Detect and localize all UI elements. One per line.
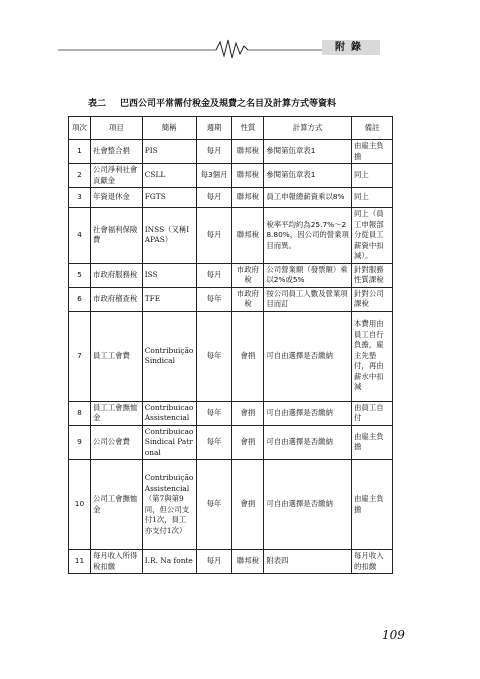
table-number: 表二: [88, 99, 107, 109]
cell-no: 1: [69, 140, 91, 164]
cell-abbr: Contribuicao Sindical Patronal: [142, 425, 196, 460]
cell-abbr: ISS: [142, 263, 196, 287]
cell-abbr: Contribuição Sindical: [142, 311, 196, 401]
cell-calc: 附表四: [264, 550, 352, 574]
cell-period: 每年: [196, 425, 232, 460]
cell-period: 每年: [196, 311, 232, 401]
cell-abbr: FGTS: [142, 188, 196, 208]
cell-calc: 公司營業額（發票額）乘以2%或5%: [264, 263, 352, 287]
table-row: [69, 311, 393, 401]
cell-calc: 可自由選擇是否繳納: [264, 425, 352, 460]
col-header-abbr: 簡稱: [142, 117, 196, 140]
cell-no: 7: [69, 311, 91, 401]
col-header-no: 項次: [69, 117, 91, 140]
cell-nature: 市政府稅: [232, 287, 264, 311]
cell-nature: 會捐: [232, 311, 264, 401]
cell-calc: 參閱第伍章表1: [264, 164, 352, 188]
cell-abbr: TFE: [142, 287, 196, 311]
page-number: 109: [382, 628, 405, 642]
table-row: [69, 188, 393, 208]
cell-nature: 市政府稅: [232, 263, 264, 287]
cell-calc: 按公司員工人數及營業項目而訂: [264, 287, 352, 311]
cell-abbr: Contribuicao Assistencial: [142, 401, 196, 425]
cell-item: 社會整合捐: [90, 140, 142, 164]
cell-abbr: Contribuição Assistencial（第7與第9同，但公司支付1次，員工亦支付1次）: [142, 460, 196, 550]
cell-note: 本費用由員工自行負擔，雇主先墊付，再由薪水中扣減: [352, 311, 393, 401]
cell-period: 每年: [196, 460, 232, 550]
cell-item: 市政府稽查稅: [90, 287, 142, 311]
cell-item: 員工工會費: [90, 311, 142, 401]
col-header-calc: 計算方式: [264, 117, 352, 140]
cell-nature: 會捐: [232, 425, 264, 460]
cell-abbr: PIS: [142, 140, 196, 164]
cell-nature: 聯邦稅: [232, 164, 264, 188]
cell-nature: 會捐: [232, 460, 264, 550]
cell-note: 針對公司課稅: [352, 287, 393, 311]
fees-table: [68, 116, 393, 574]
table-row: [69, 287, 393, 311]
table-row: [69, 263, 393, 287]
cell-calc: 參閱第伍章表1: [264, 140, 352, 164]
cell-period: 每3個月: [196, 164, 232, 188]
cell-period: 每月: [196, 188, 232, 208]
cell-note: 由雇主負擔: [352, 460, 393, 550]
cell-note: 每月收入的扣繳: [352, 550, 393, 574]
cell-note: 由雇主負擔: [352, 425, 393, 460]
cell-nature: 聯邦稅: [232, 550, 264, 574]
cell-abbr: INSS（又稱IAPAS）: [142, 208, 196, 264]
cell-no: 2: [69, 164, 91, 188]
cell-item: 年資退休金: [90, 188, 142, 208]
cell-calc: 可自由選擇是否繳納: [264, 460, 352, 550]
cell-calc: 可自由選擇是否繳納: [264, 311, 352, 401]
table-row: [69, 401, 393, 425]
cell-no: 9: [69, 425, 91, 460]
cell-no: 6: [69, 287, 91, 311]
cell-no: 4: [69, 208, 91, 264]
col-header-item: 項目: [90, 117, 142, 140]
cell-item: 每月收入所得稅扣繳: [90, 550, 142, 574]
cell-note: 由員工自付: [352, 401, 393, 425]
table-row: [69, 550, 393, 574]
col-header-nature: 性質: [232, 117, 264, 140]
cell-calc: 稅率平均約為25.7%～28.80%，因公司的營業項目而異。: [264, 208, 352, 264]
cell-note: 同上: [352, 188, 393, 208]
cell-no: 11: [69, 550, 91, 574]
cell-calc: 可自由選擇是否繳納: [264, 401, 352, 425]
appendix-tag: 附錄: [322, 40, 380, 55]
cell-no: 5: [69, 263, 91, 287]
cell-no: 10: [69, 460, 91, 550]
cell-note: 針對服務性質課稅: [352, 263, 393, 287]
table-row: [69, 164, 393, 188]
cell-period: 每月: [196, 140, 232, 164]
cell-calc: 員工申報總薪資乘以8%: [264, 188, 352, 208]
table-row: [69, 140, 393, 164]
cell-period: 每月: [196, 263, 232, 287]
table-caption: 巴西公司平常需付稅金及規費之名目及計算方式等資料: [120, 99, 337, 109]
cell-note: 同上（員工申報部分從員工薪資中扣減）。: [352, 208, 393, 264]
cell-item: 員工工會撫恤金: [90, 401, 142, 425]
cell-period: 每年: [196, 287, 232, 311]
cell-nature: 聯邦稅: [232, 188, 264, 208]
cell-note: 由雇主負擔: [352, 140, 393, 164]
table-row: [69, 425, 393, 460]
cell-period: 每月: [196, 550, 232, 574]
table-title: [88, 96, 336, 109]
col-header-period: 週期: [196, 117, 232, 140]
cell-period: 每月: [196, 208, 232, 264]
cell-no: 3: [69, 188, 91, 208]
cell-period: 每年: [196, 401, 232, 425]
cell-nature: 聯邦稅: [232, 140, 264, 164]
cell-note: 同上: [352, 164, 393, 188]
cell-item: 公司公會費: [90, 425, 142, 460]
table-row: [69, 208, 393, 264]
cell-item: 市政府服務稅: [90, 263, 142, 287]
table-row: [69, 460, 393, 550]
cell-nature: 會捐: [232, 401, 264, 425]
cell-no: 8: [69, 401, 91, 425]
cell-abbr: I.R. Na fonte: [142, 550, 196, 574]
col-header-note: 備註: [352, 117, 393, 140]
cell-item: 社會福利保險費: [90, 208, 142, 264]
table-header-row: [69, 117, 393, 140]
cell-item: 公司淨利社會貢獻金: [90, 164, 142, 188]
cell-abbr: CSLL: [142, 164, 196, 188]
cell-nature: 聯邦稅: [232, 208, 264, 264]
cell-item: 公司工會撫恤金: [90, 460, 142, 550]
